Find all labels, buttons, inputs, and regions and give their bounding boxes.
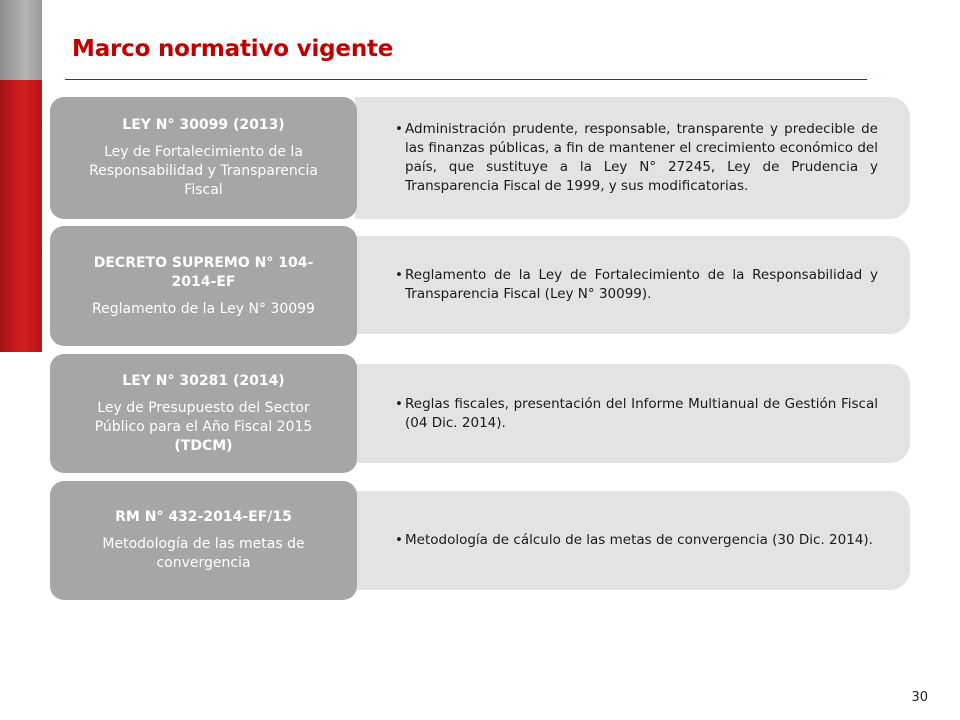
description-list <box>395 266 878 304</box>
item-heading: RM N° 432-2014-EF/15 <box>115 509 292 525</box>
description-bullet: • Administración prudente, responsable, transparente y predecible de las finanzas públicas, a fin de mantener el crecimiento económico del país, que sustituye a la Ley N° 27245, Ley de Prudencia y Transparencia Fiscal de 1999, y sus modificatorias. <box>395 120 878 196</box>
legal-item-label-box <box>50 97 357 219</box>
item-subtitle <box>92 300 315 319</box>
item-subtitle-text: Metodología de las metas de convergencia <box>102 536 305 571</box>
legal-item-row <box>50 354 910 473</box>
item-heading: LEY N° 30281 (2014) <box>122 372 285 389</box>
item-subtitle-text: Ley de Fortalecimiento de la Responsabilidad y Transparencia Fiscal <box>89 144 318 198</box>
item-description-box <box>355 236 910 334</box>
title-underline <box>65 79 867 80</box>
description-list <box>395 531 873 550</box>
description-bullet: • Reglamento de la Ley de Fortalecimiento de la Responsabilidad y Transparencia Fiscal (Ley N° 30099). <box>395 266 878 304</box>
legal-item-label-box <box>50 354 357 473</box>
legal-item-label-box <box>50 481 357 600</box>
description-bullet: • Metodología de cálculo de las metas de convergencia (30 Dic. 2014). <box>395 531 873 550</box>
page-number: 30 <box>911 690 928 705</box>
item-subtitle-bold: (TDCM) <box>174 437 233 454</box>
item-description-box <box>355 97 910 219</box>
legal-item-row <box>50 97 910 219</box>
legal-item-label-box <box>50 226 357 346</box>
item-subtitle-text: Reglamento de la Ley N° 30099 <box>92 300 315 317</box>
item-heading: DECRETO SUPREMO N° 104-2014-EF <box>93 254 314 290</box>
legal-item-row <box>50 226 910 346</box>
description-list <box>395 120 878 196</box>
description-bullet: • Reglas fiscales, presentación del Informe Multianual de Gestión Fiscal (04 Dic. 2014). <box>395 395 878 433</box>
item-description-box <box>355 491 910 590</box>
slide-title: Marco normativo vigente <box>72 36 394 62</box>
item-description-box <box>355 364 910 463</box>
description-list <box>395 395 878 433</box>
side-bar-red-accent <box>0 80 42 352</box>
item-subtitle <box>72 399 335 456</box>
item-subtitle <box>72 143 335 200</box>
item-subtitle-text: Ley de Presupuesto del Sector Público para el Año Fiscal 2015 <box>94 399 313 435</box>
item-heading: LEY N° 30099 (2013) <box>122 117 285 133</box>
legal-item-row <box>50 481 910 600</box>
item-subtitle <box>72 535 335 573</box>
side-bar-gray-accent <box>0 0 42 80</box>
